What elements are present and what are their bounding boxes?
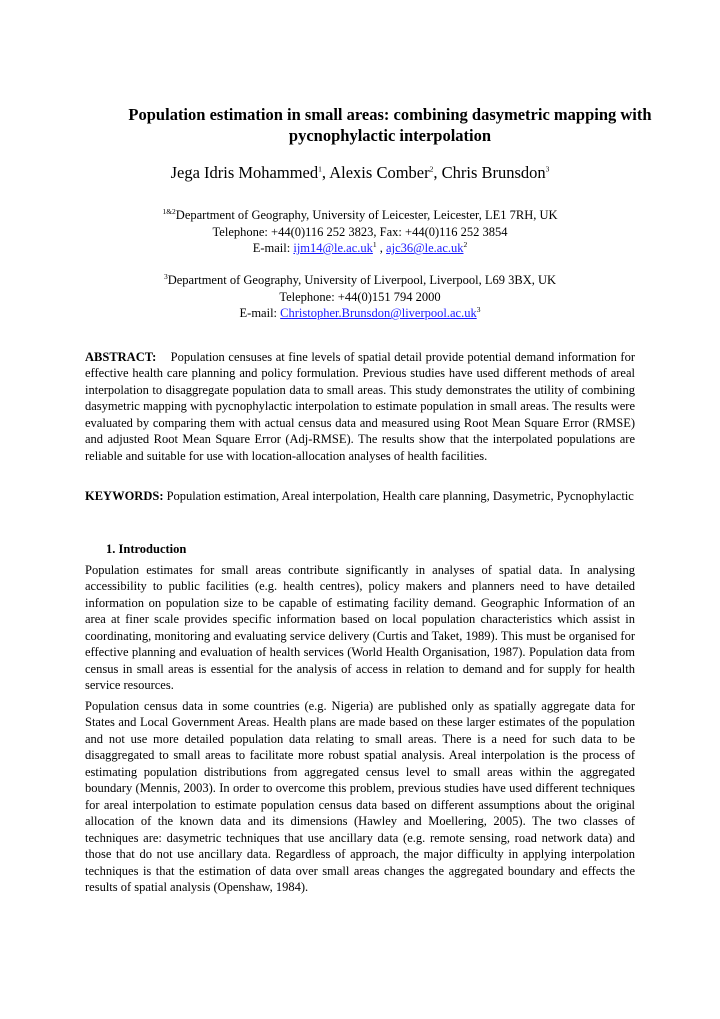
- affil-telephone: Telephone: +44(0)116 252 3823, Fax: +44(0)116 252 3854: [212, 224, 508, 239]
- author-name: Alexis Comber: [329, 163, 430, 182]
- author-affil-mark: 1: [318, 164, 322, 174]
- email-link-ajc36[interactable]: ajc36@le.ac.uk: [386, 241, 464, 255]
- author-name: Chris Brunsdon: [441, 163, 546, 182]
- introduction-paragraph-1: Population estimates for small areas contribute significantly in analyses of spatial data. In analysing accessibility to public facilities (e.g. health centres), policy makers and planners need to have detailed information on population size to be capable of estimating facility demand. Geographic Information of an area at finer scale provides specific information based on local population characteristics which assist in coordinating, monitoring and evaluating service delivery (Curtis and Taket, 1989). This must be organised for effective planning and evaluation of health services (World Health Organisation, 1987). Population data from census in small areas is essential for the analysis of access in relation to demand and for supply for health service resources.: [85, 563, 635, 693]
- paper-title: [100, 104, 680, 146]
- abstract-label: ABSTRACT:: [85, 350, 157, 364]
- title-line-2: pycnophylactic interpolation: [288, 126, 492, 145]
- author-affil-mark: 2: [429, 164, 434, 174]
- affiliation-leicester: $^{1\&2}$Department of Geography, University of Leicester, Leicester, LE1 7RH, UK Telephone: +44(0)116 252 3823, Fax: +44(0)116 252 3854 E-mail: $ijm14@le.ac.uk^1$ , $ajc36@le.ac.uk^2$: [60, 207, 660, 257]
- keywords-label: KEYWORDS:: [85, 489, 164, 503]
- email-label: E-mail:: [252, 241, 294, 255]
- email-mark: 3: [476, 304, 481, 314]
- affil-department: Department of Geography, University of Liverpool, Liverpool, L69 3BX, UK: [167, 273, 557, 287]
- affil-mark: 3: [163, 271, 168, 281]
- abstract-text: Population censuses at fine levels of spatial detail provide potential demand information for effective health care planning and policy formulation. Previous studies have used different methods of areal interpolation to disaggregate population data to small areas. This study demonstrates the utility of combining dasymetric mapping with pycnophylactic interpolation to estimate population in small areas. The results were evaluated by comparing them with actual census data and measured using Root Mean Square Error (RMSE) and adjusted Root Mean Square Error (Adj-RMSE). The results show that the interpolated populations are reliable and suitable for use with location-allocation analyses of health facilities.: [85, 350, 636, 463]
- keywords: [85, 488, 635, 504]
- affil-mark: 1&2: [162, 206, 176, 216]
- email-label: E-mail:: [239, 306, 281, 320]
- author-affil-mark: 3: [545, 164, 550, 174]
- title-line-1: Population estimation in small areas: combining dasymetric mapping with: [128, 105, 652, 124]
- email-link-brunsdon[interactable]: Christopher.Brunsdon@liverpool.ac.uk: [280, 306, 477, 320]
- affil-department: Department of Geography, University of Leicester, Leicester, LE1 7RH, UK: [175, 208, 558, 222]
- author-name: Jega Idris Mohammed: [170, 163, 319, 182]
- introduction-paragraph-2: Population census data in some countries (e.g. Nigeria) are published only as spatially aggregate data for States and Local Government Areas. Health plans are made based on these larger estimates of the population and not use more detailed population data relating to small areas. There is a need for such data to be disaggregated to small areas to facilitate more robust spatial analysis. Areal interpolation is the process of estimating population distributions from aggregated census level to small areas within the aggregated boundary (Mennis, 2003). In order to overcome this problem, previous studies have used different techniques for areal interpolation to estimate population census data based on different assumptions about the original allocation of the known data and its dimensions (Hawley and Moellering, 2005). The two classes of techniques are: dasymetric techniques that use ancillary data (e.g. remote sensing, road network data) and those that do not use ancillary data. Regardless of approach, the major difficulty in applying interpolation techniques is that the estimation of data over small areas changes the aggregated boundary and effects the results of spatial analysis (Openshaw, 1984).: [85, 699, 635, 894]
- author-list: Jega Idris Mohammed$^1$, Alexis Comber$^2$, Chris Brunsdon$^3$: [170, 163, 550, 182]
- email-link-ijm14[interactable]: ijm14@le.ac.uk: [293, 241, 373, 255]
- affiliation-liverpool: [60, 272, 660, 322]
- email-mark: 1: [372, 239, 377, 249]
- keywords-text: Population estimation, Areal interpolation, Health care planning, Dasymetric, Pycnophylactic: [166, 489, 634, 503]
- email-mark: 2: [463, 239, 468, 249]
- affil-telephone: Telephone: +44(0)151 794 2000: [279, 289, 441, 304]
- abstract: [85, 349, 635, 464]
- section-heading-introduction: 1. Introduction: [106, 542, 187, 556]
